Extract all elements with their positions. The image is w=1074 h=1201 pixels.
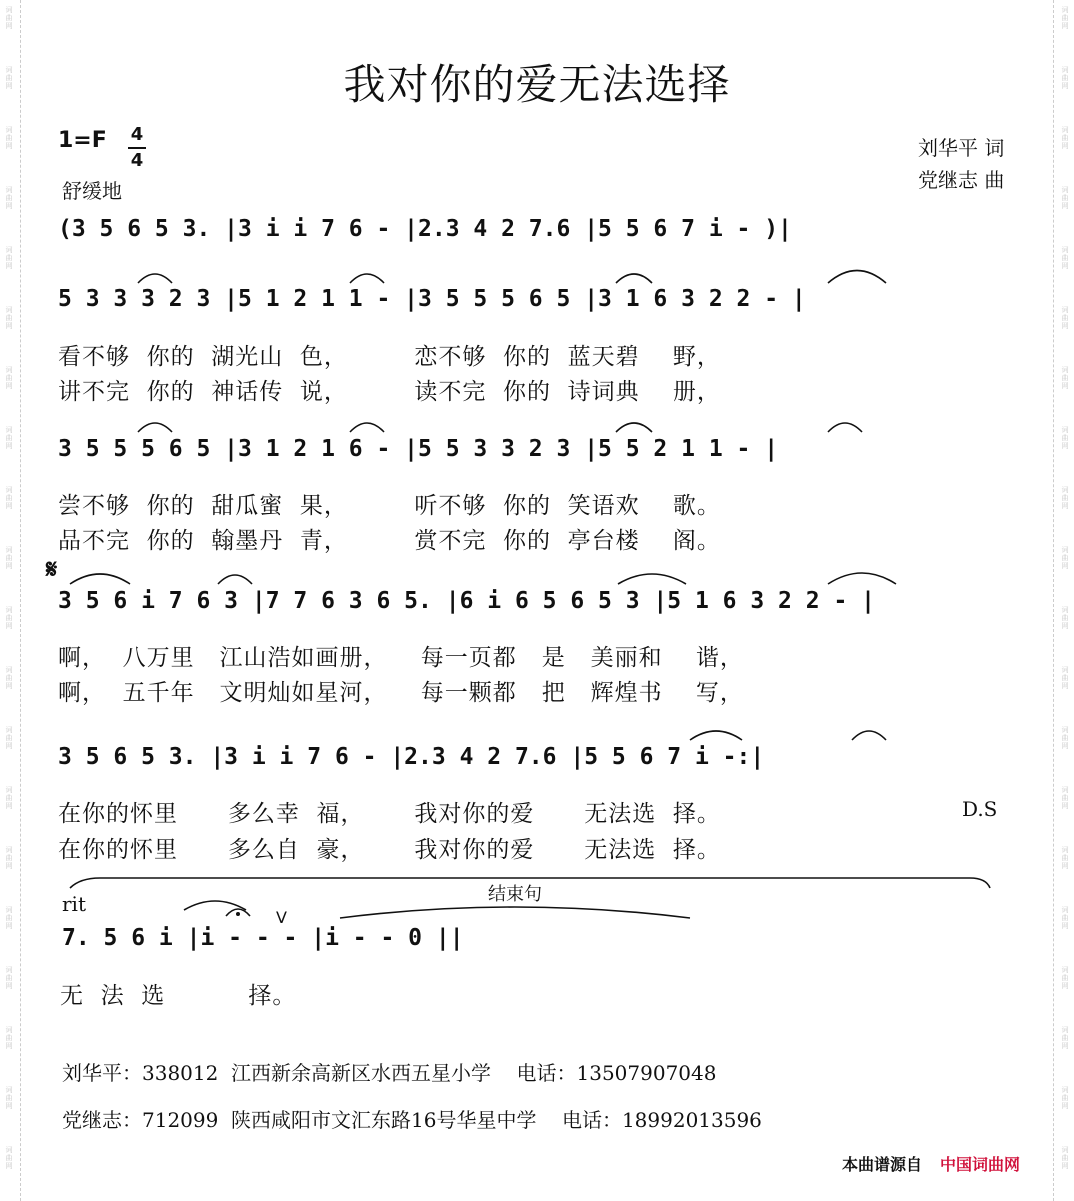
lyric-line: 在你的怀里 多么幸 福， 我对你的爱 无法选 择。 xyxy=(58,801,721,827)
lyric-line: 看不够 你的 湖光山 色， 恋不够 你的 蓝天碧 野， xyxy=(58,344,721,370)
watermark-glyphs: 词 曲 网 xyxy=(1061,966,1069,990)
slur-arc xyxy=(616,423,652,432)
breath-mark: V xyxy=(276,908,287,927)
watermark-glyphs: 词 曲 网 xyxy=(5,6,13,30)
lyric-line: 无 法 选 择。 xyxy=(60,983,297,1009)
segno-sign: 𝄋 xyxy=(46,555,58,585)
slur-arc xyxy=(616,274,652,283)
watermark-glyphs: 词 曲 网 xyxy=(1061,666,1069,690)
watermark-glyphs: 词 曲 网 xyxy=(1061,846,1069,870)
time-signature-top: 4 xyxy=(130,124,144,145)
slur-arc xyxy=(618,574,686,584)
time-signature-bar xyxy=(128,147,146,149)
watermark-glyphs: 词 曲 网 xyxy=(5,906,13,930)
slur-arc xyxy=(690,731,742,740)
watermark-glyphs: 词 曲 网 xyxy=(1061,186,1069,210)
source-attribution xyxy=(842,1152,1020,1175)
lyric-line: 啊， 五千年 文明灿如星河， 每一颗都 把 辉煌书 写， xyxy=(58,680,744,706)
fermata-arc xyxy=(226,909,250,916)
watermark-glyphs: 词 曲 网 xyxy=(5,126,13,150)
notation-line-chorus-2: 3 5 6 5 3. |3 i i 7 6 - |2.3 4 2 7.6 |5 5 6 7 i -:| xyxy=(58,744,765,770)
lyric-line: 在你的怀里 多么自 豪， 我对你的爱 无法选 择。 xyxy=(58,837,721,863)
watermark-glyphs: 词 曲 网 xyxy=(1061,486,1069,510)
slur-arc xyxy=(184,901,246,910)
lyric-line: 尝不够 你的 甜瓜蜜 果， 听不够 你的 笑语欢 歌。 xyxy=(58,493,721,519)
watermark-glyphs: 词 曲 网 xyxy=(1061,546,1069,570)
watermark-glyphs: 词 曲 网 xyxy=(1061,606,1069,630)
source-label: 本曲谱源自 xyxy=(842,1155,923,1174)
watermark-glyphs: 词 曲 网 xyxy=(5,426,13,450)
watermark-glyphs: 词 曲 网 xyxy=(1061,366,1069,390)
watermark-glyphs: 词 曲 网 xyxy=(5,1086,13,1110)
notation-line-intro: (3 5 6 5 3. |3 i i 7 6 - |2.3 4 2 7.6 |5 5 6 7 i - )| xyxy=(58,216,792,242)
left-margin-strip xyxy=(0,0,21,1201)
song-title: 我对你的爱无法选择 xyxy=(343,60,731,109)
notation-line-ending: 7. 5 6 i |i - - - |i - - 0 || xyxy=(62,925,464,951)
slur-arc xyxy=(138,274,172,283)
key-signature: 1=F xyxy=(58,128,107,153)
watermark-glyphs: 词 曲 网 xyxy=(1061,126,1069,150)
slur-arc xyxy=(828,573,896,584)
notation-line-chorus-1: 3 5 6 i 7 6 3 |7 7 6 3 6 5. |6 i 6 5 6 5 3 |5 1 6 3 2 2 - | xyxy=(58,588,875,614)
watermark-glyphs: 词 曲 网 xyxy=(1061,246,1069,270)
watermark-glyphs: 词 曲 网 xyxy=(1061,1026,1069,1050)
watermark-glyphs: 词 曲 网 xyxy=(5,186,13,210)
right-margin-strip xyxy=(1053,0,1074,1201)
source-site-link[interactable]: 中国词曲网 xyxy=(940,1155,1021,1174)
watermark-glyphs: 词 曲 网 xyxy=(1061,1086,1069,1110)
slur-arc xyxy=(828,423,862,432)
ending-phrase-label: 结束句 xyxy=(488,884,542,905)
ds-marking: D.S xyxy=(962,797,998,821)
watermark-glyphs: 词 曲 网 xyxy=(5,546,13,570)
watermark-glyphs: 词 曲 网 xyxy=(5,786,13,810)
watermark-glyphs: 词 曲 网 xyxy=(1061,66,1069,90)
watermark-glyphs: 词 曲 网 xyxy=(5,1146,13,1170)
watermark-glyphs: 词 曲 网 xyxy=(5,246,13,270)
watermark-glyphs: 词 曲 网 xyxy=(5,846,13,870)
fermata-dot xyxy=(236,912,240,916)
watermark-glyphs: 词 曲 网 xyxy=(1061,6,1069,30)
watermark-glyphs: 词 曲 网 xyxy=(1061,306,1069,330)
slur-arc xyxy=(350,274,384,283)
lyric-line: 品不完 你的 翰墨丹 青， 赏不完 你的 亭台楼 阁。 xyxy=(58,528,721,554)
lyric-line: 讲不完 你的 神话传 说， 读不完 你的 诗词典 册， xyxy=(58,379,721,405)
watermark-glyphs: 词 曲 网 xyxy=(1061,426,1069,450)
watermark-glyphs: 词 曲 网 xyxy=(5,666,13,690)
watermark-glyphs: 词 曲 网 xyxy=(5,486,13,510)
composer-contact: 党继志：712099 陕西咸阳市文汇东路16号华星中学 电话：18992013596 xyxy=(62,1108,762,1132)
tempo-marking: 舒缓地 xyxy=(62,179,122,203)
lyricist-contact: 刘华平：338012 江西新余高新区水西五星小学 电话：13507907048 xyxy=(62,1061,717,1085)
notation-line-verse-2: 3 5 5 5 6 5 |3 1 2 1 6 - |5 5 3 3 2 3 |5 5 2 1 1 - | xyxy=(58,436,779,462)
time-signature-bottom: 4 xyxy=(130,150,144,171)
watermark-glyphs: 词 曲 网 xyxy=(1061,726,1069,750)
slur-arc xyxy=(350,423,384,432)
watermark-glyphs: 词 曲 网 xyxy=(1061,906,1069,930)
watermark-glyphs: 词 曲 网 xyxy=(1061,1146,1069,1170)
watermark-glyphs: 词 曲 网 xyxy=(5,966,13,990)
rit-marking: rit xyxy=(62,892,86,916)
lyricist-credit: 刘华平 词 xyxy=(918,136,1005,160)
slur-arc xyxy=(828,271,886,284)
slur-arc xyxy=(218,575,252,584)
watermark-glyphs: 词 曲 网 xyxy=(5,366,13,390)
slur-arc xyxy=(852,731,886,740)
watermark-glyphs: 词 曲 网 xyxy=(5,306,13,330)
composer-credit: 党继志 曲 xyxy=(918,168,1005,192)
notation-line-verse-1: 5 3 3 3 2 3 |5 1 2 1 1 - |3 5 5 5 6 5 |3 1 6 3 2 2 - | xyxy=(58,286,806,312)
watermark-glyphs: 词 曲 网 xyxy=(5,606,13,630)
watermark-glyphs: 词 曲 网 xyxy=(5,726,13,750)
slur-arc xyxy=(70,574,130,584)
tie-arc xyxy=(340,907,690,918)
watermark-glyphs: 词 曲 网 xyxy=(5,66,13,90)
watermark-glyphs: 词 曲 网 xyxy=(5,1026,13,1050)
watermark-glyphs: 词 曲 网 xyxy=(1061,786,1069,810)
slur-arc xyxy=(138,423,172,432)
lyric-line: 啊， 八万里 江山浩如画册， 每一页都 是 美丽和 谐， xyxy=(58,645,744,671)
time-signature xyxy=(128,124,146,172)
